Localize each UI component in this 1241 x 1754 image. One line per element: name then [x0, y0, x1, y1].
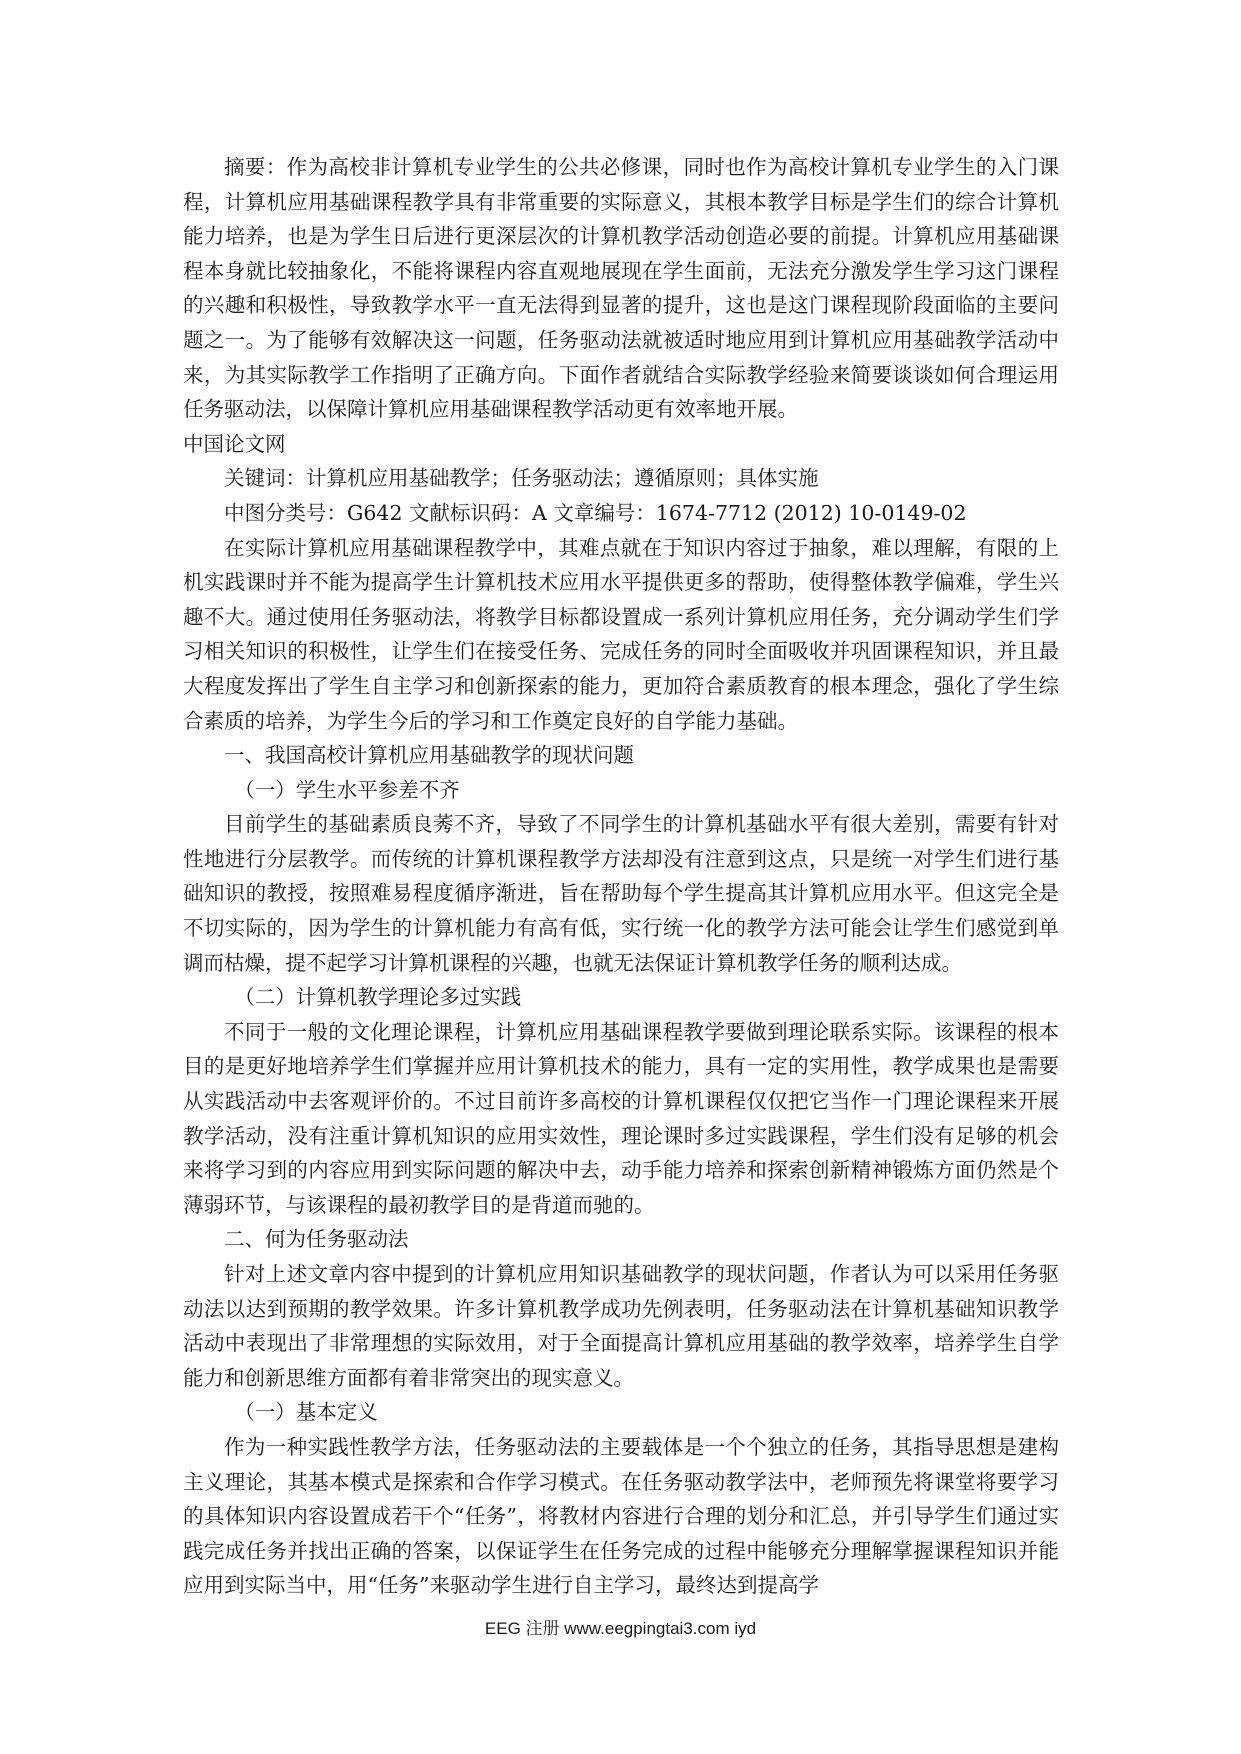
classification-line: 中图分类号：G642 文献标识码：A 文章编号：1674-7712 (2012) 10-0149-02 — [224, 500, 967, 525]
document-body — [183, 150, 1059, 1603]
subsection-heading: （一）基本定义 — [234, 1400, 378, 1425]
source-line: 中国论文网 — [183, 431, 286, 456]
body-paragraph: 针对上述文章内容中提到的计算机应用知识基础教学的现状问题，作者认为可以采用任务驱动法以达到预期的教学效果。许多计算机教学成功先例表明，任务驱动法在计算机基础知识教学活动中表现出了非常理想的实际效用，对于全面提高计算机应用基础的教学效率，培养学生自学能力和创新思维方面都有着非常突出的现实意义。 — [183, 1262, 1059, 1390]
body-paragraph: 不同于一般的文化理论课程，计算机应用基础课程教学要做到理论联系实际。该课程的根本目的是更好地培养学生们掌握并应用计算机技术的能力，具有一定的实用性，教学成果也是需要从实践活动中去客观评价的。不过目前许多高校的计算机课程仅仅把它当作一门理论课程来开展教学活动，没有注重计算机知识的应用实效性，理论课时多过实践课程，学生们没有足够的机会来将学习到的内容应用到实际问题的解决中去，动手能力培养和探索创新精神锻炼方面仍然是个薄弱环节，与该课程的最初教学目的是背道而驰的。 — [183, 1019, 1059, 1217]
keywords-line: 关键词：计算机应用基础教学；任务驱动法；遵循原则；具体实施 — [224, 466, 819, 491]
subsection-heading: （一）学生水平参差不齐 — [234, 777, 460, 802]
abstract-paragraph: 摘要：作为高校非计算机专业学生的公共必修课，同时也作为高校计算机专业学生的入门课程，计算机应用基础课程教学具有非常重要的实际意义，其根本教学目标是学生们的综合计算机能力培养，也是为学生日后进行更深层次的计算机教学活动创造必要的前提。计算机应用基础课程本身就比较抽象化，不能将课程内容直观地展现在学生面前，无法充分激发学生学习这门课程的兴趣和积极性，导致教学水平一直无法得到显著的提升，这也是这门课程现阶段面临的主要问题之一。为了能够有效解决这一问题，任务驱动法就被适时地应用到计算机应用基础教学活动中来，为其实际教学工作指明了正确方向。下面作者就结合实际教学经验来简要谈谈如何合理运用任务驱动法，以保障计算机应用基础课程教学活动更有效率地开展。 — [183, 155, 1059, 422]
section-heading: 二、何为任务驱动法 — [224, 1227, 409, 1252]
body-paragraph: 目前学生的基础素质良莠不齐，导致了不同学生的计算机基础水平有很大差别，需要有针对性地进行分层教学。而传统的计算机课程教学方法却没有注意到这点，只是统一对学生们进行基础知识的教授，按照难易程度循序渐进，旨在帮助每个学生提高其计算机应用水平。但这完全是不切实际的，因为学生的计算机能力有高有低，实行统一化的教学方法可能会让学生们感觉到单调而枯燥，提不起学习计算机课程的兴趣，也就无法保证计算机教学任务的顺利达成。 — [183, 812, 1059, 975]
subsection-heading: （二）计算机教学理论多过实践 — [234, 985, 522, 1010]
intro-paragraph: 在实际计算机应用基础课程教学中，其难点就在于知识内容过于抽象，难以理解，有限的上机实践课时并不能为提高学生计算机技术应用水平提供更多的帮助，使得整体教学偏难，学生兴趣不大。通过使用任务驱动法，将教学目标都设置成一系列计算机应用任务，充分调动学生们学习相关知识的积极性，让学生们在接受任务、完成任务的同时全面吸收并巩固课程知识，并且最大程度发挥出了学生自主学习和创新探索的能力，更加符合素质教育的根本理念，强化了学生综合素质的培养，为学生今后的学习和工作奠定良好的自学能力基础。 — [183, 535, 1059, 733]
body-paragraph: 作为一种实践性教学方法，任务驱动法的主要载体是一个个独立的任务，其指导思想是建构主义理论，其基本模式是探索和合作学习模式。在任务驱动教学法中，老师预先将课堂将要学习的具体知识内容设置成若干个“任务”，将教材内容进行合理的划分和汇总，并引导学生们通过实践完成任务并找出正确的答案，以保证学生在任务完成的过程中能够充分理解掌握课程知识并能应用到实际当中，用“任务”来驱动学生进行自主学习，最终达到提高学 — [183, 1434, 1059, 1598]
section-heading: 一、我国高校计算机应用基础教学的现状问题 — [224, 743, 634, 768]
footer-watermark: EEG 注册 www.eegpingtai3.com iyd — [484, 1619, 757, 1638]
